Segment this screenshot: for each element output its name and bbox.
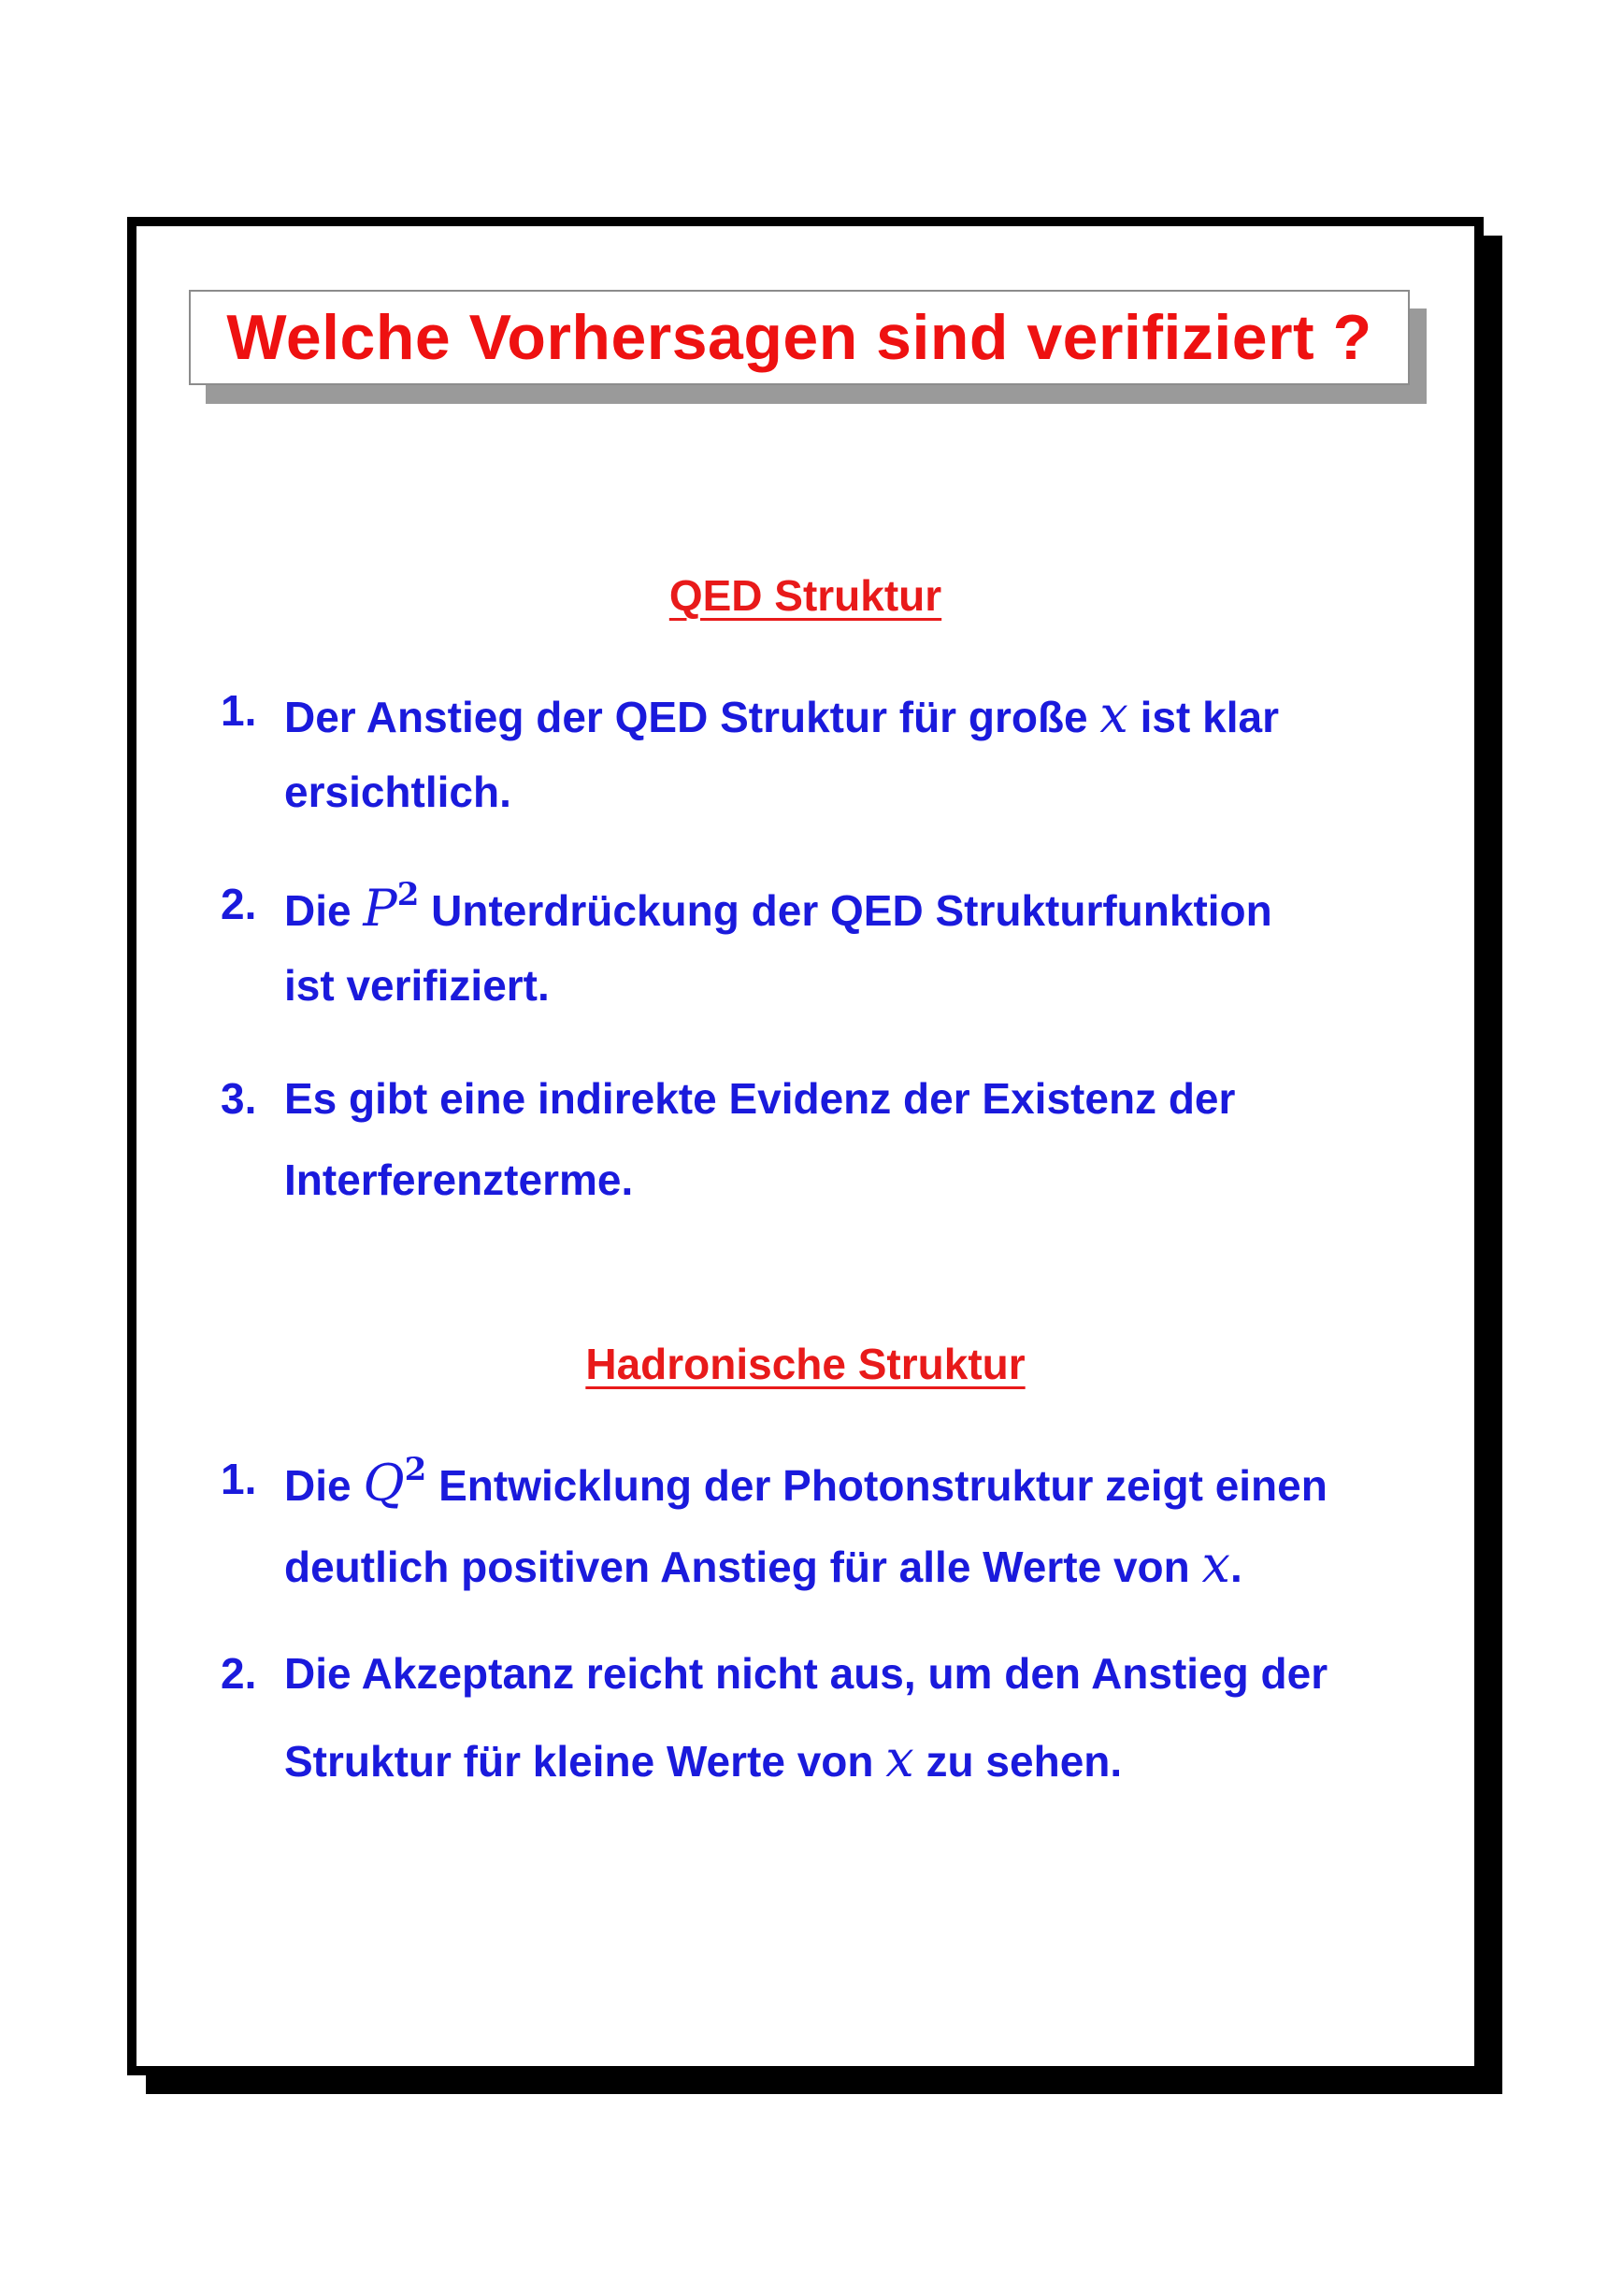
- item-number: 3.: [221, 1074, 257, 1123]
- text-fragment: zu sehen.: [926, 1737, 1123, 1786]
- title-box: [189, 290, 1410, 385]
- text-fragment: Die: [284, 886, 352, 935]
- item-number: 2.: [221, 1649, 257, 1698]
- qed-heading: QED Struktur: [668, 571, 942, 620]
- item-line-1: [284, 685, 1279, 744]
- item-line-2: [284, 1729, 1122, 1788]
- math-symbol: Q: [363, 1454, 405, 1513]
- item-line-2: ist verifiziert.: [284, 961, 550, 1010]
- math-x: x: [885, 1729, 914, 1788]
- item-line-2: Interferenzterme.: [284, 1155, 634, 1204]
- math-exponent: 2: [396, 876, 420, 913]
- math-x: x: [1201, 1535, 1230, 1594]
- text-fragment: Der Anstieg der QED Struktur für große: [284, 693, 1088, 741]
- item-number: 2.: [221, 880, 257, 928]
- item-number: 1.: [221, 686, 257, 735]
- text-fragment: Struktur für kleine Werte von: [284, 1737, 874, 1786]
- text-fragment: .: [1229, 1543, 1242, 1591]
- item-line-2: [284, 1535, 1242, 1594]
- math-symbol: P: [363, 879, 397, 938]
- text-fragment: Entwicklung der Photonstruktur zeigt einen: [438, 1461, 1328, 1510]
- math-exponent: 2: [404, 1451, 427, 1488]
- text-fragment: Unterdrückung der QED Strukturfunktion: [431, 886, 1272, 935]
- item-number: 1.: [221, 1455, 257, 1503]
- hadronic-heading: Hadronische Struktur: [585, 1340, 1026, 1388]
- text-fragment: Die: [284, 1461, 352, 1510]
- item-line-1: [284, 876, 1272, 938]
- item-line-1: Die Akzeptanz reicht nicht aus, um den Anstieg der: [284, 1649, 1328, 1698]
- text-fragment: deutlich positiven Anstieg für alle Werte von: [284, 1543, 1190, 1591]
- slide-frame: [127, 217, 1484, 2075]
- item-line-1: Es gibt eine indirekte Evidenz der Existenz der: [284, 1074, 1236, 1123]
- item-line-1: [284, 1451, 1328, 1513]
- math-p-squared: [363, 876, 420, 938]
- math-q-squared: [363, 1451, 427, 1513]
- text-fragment: ist klar: [1140, 693, 1279, 741]
- page-title: Welche Vorhersagen sind verifiziert ?: [226, 302, 1372, 373]
- item-line-2: ersichtlich.: [284, 768, 511, 816]
- math-x: x: [1099, 685, 1128, 744]
